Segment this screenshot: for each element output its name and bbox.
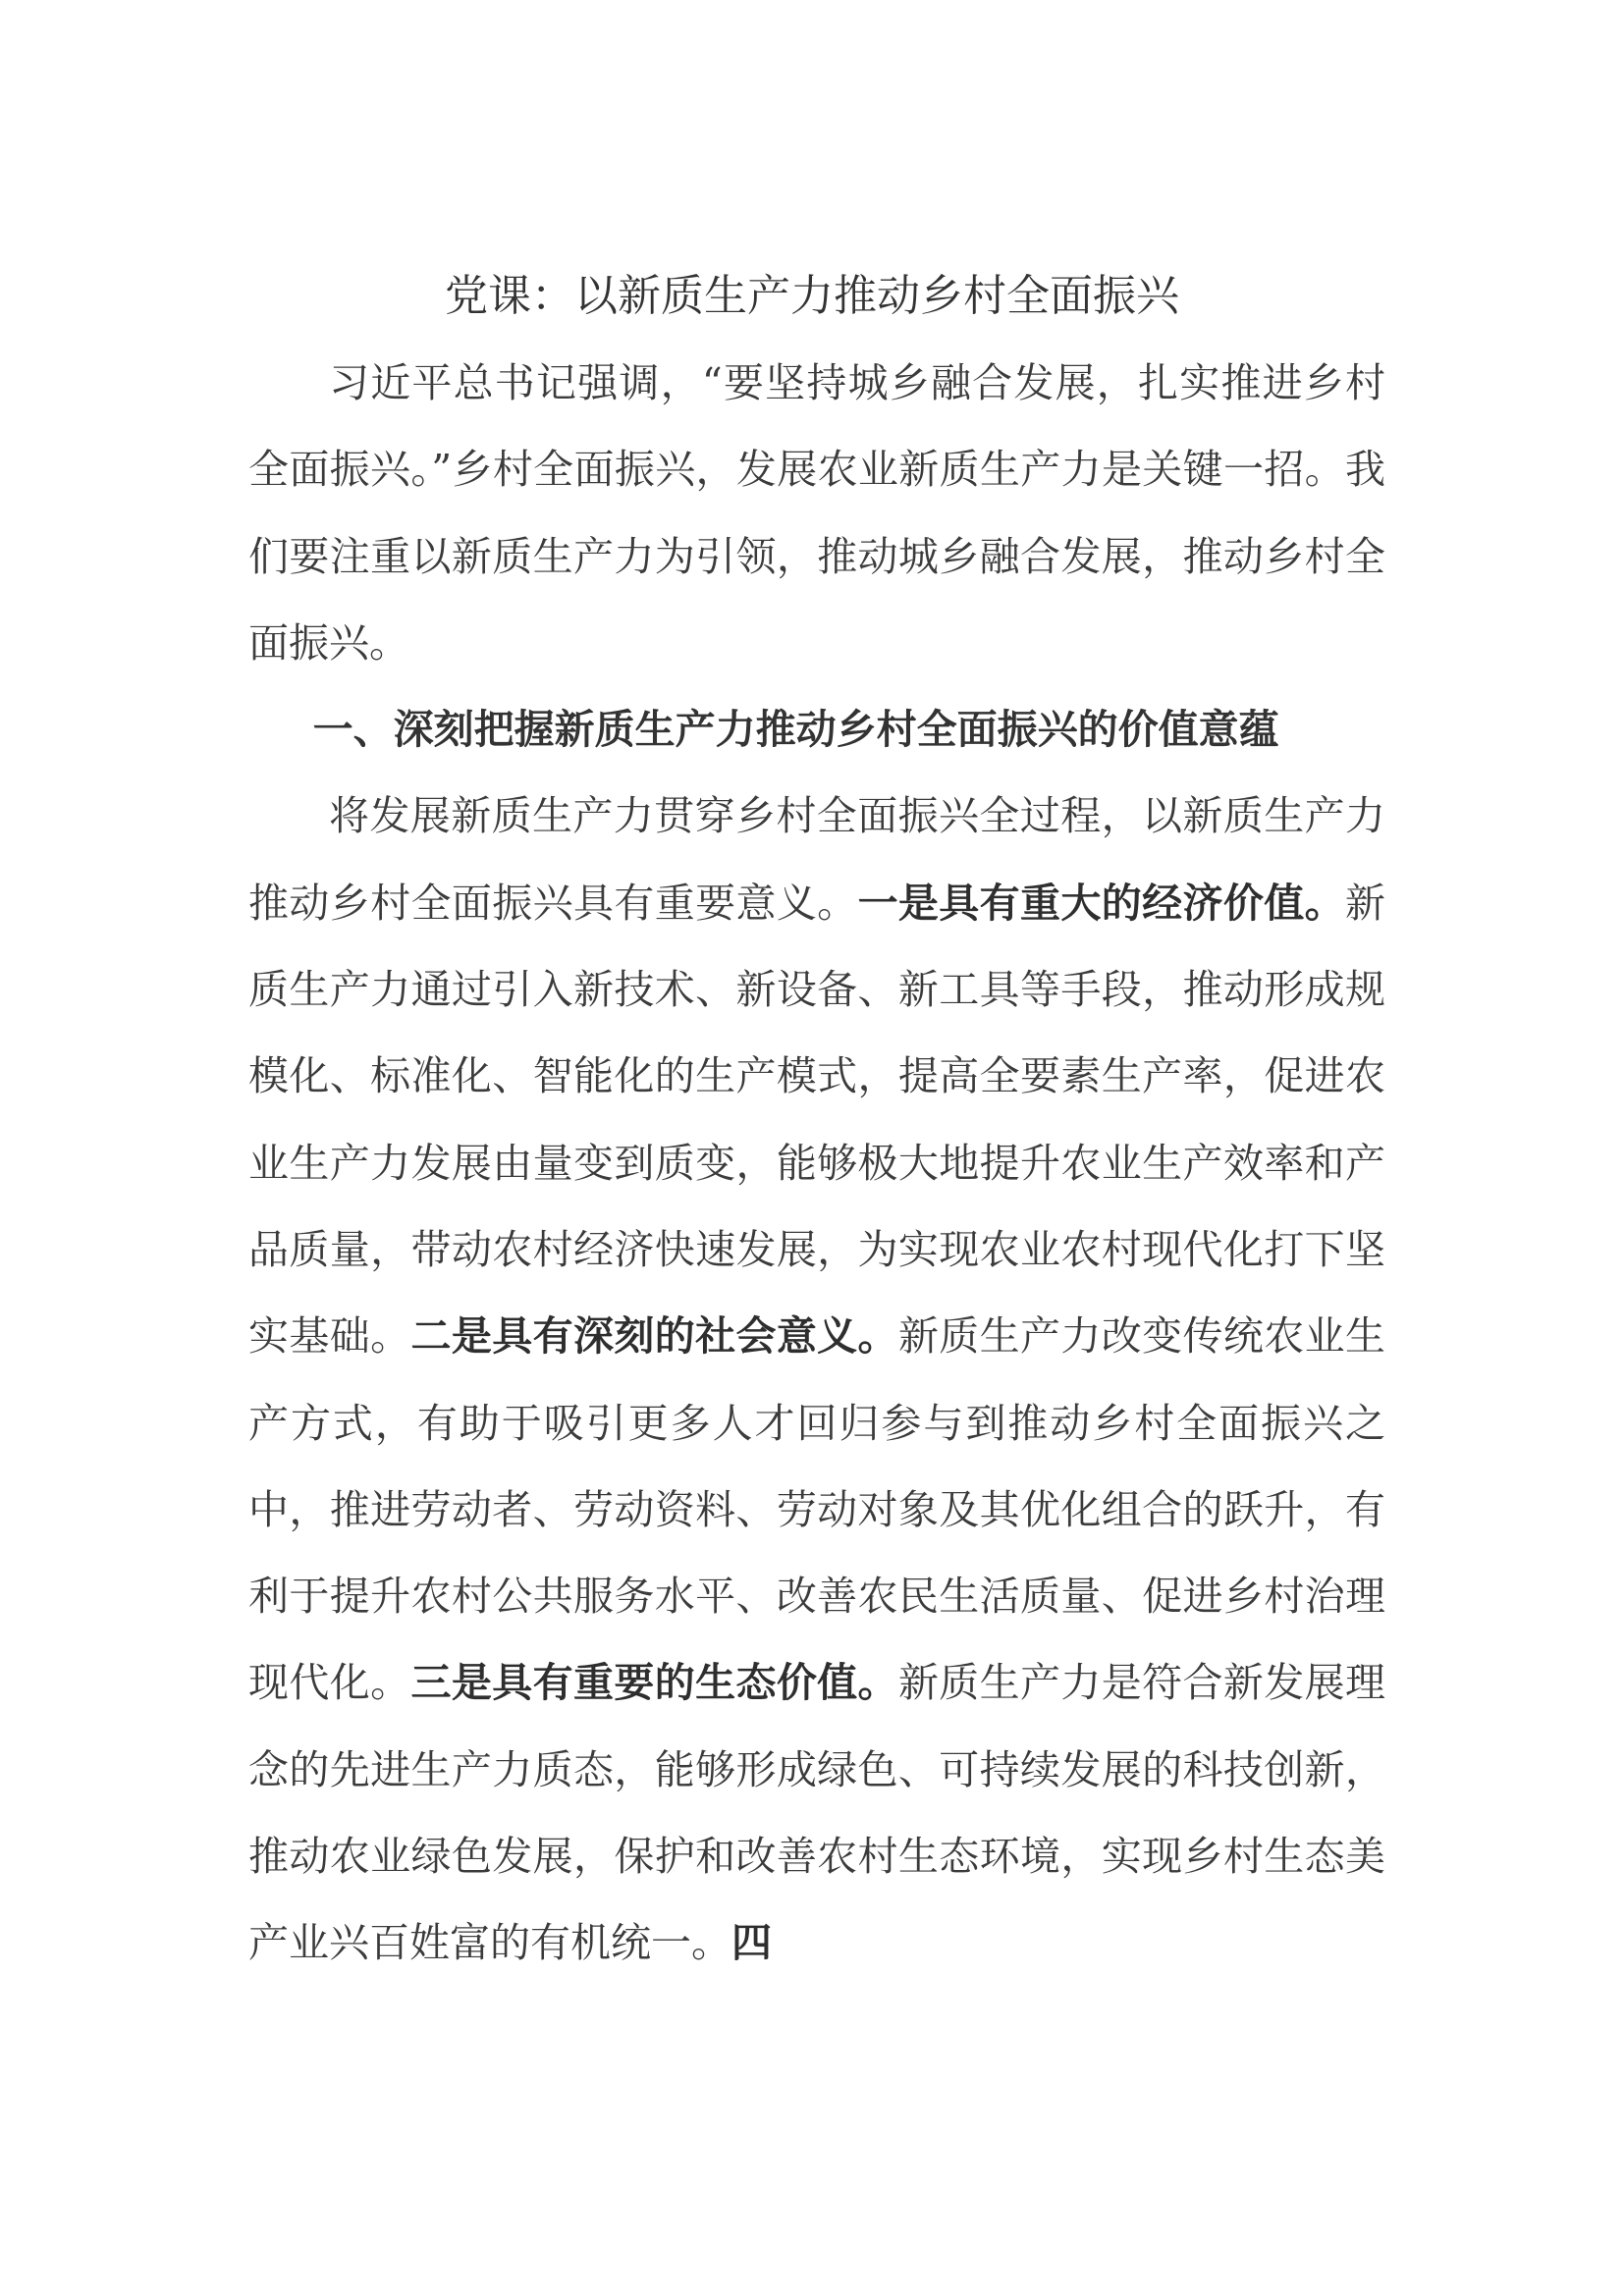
point-3-title: 三是具有重要的生态价值。 — [410, 1659, 898, 1707]
intro-paragraph: 习近平总书记强调，“要坚持城乡融合发展，扎实推进乡村全面振兴。”乡村全面振兴，发展农业新质生产力是关键一招。我们要注重以新质生产力为引领，推动城乡融合发展，推动乡村全面振兴。 — [248, 359, 1385, 667]
point-2-title: 二是具有深刻的社会意义。 — [410, 1312, 898, 1361]
section-paragraph — [248, 773, 1385, 1986]
section-heading: 一、深刻把握新质生产力推动乡村全面振兴的价值意蕴 — [312, 706, 1279, 754]
point-3-text: 新质生产力是符合新发展理念的先进生产力质态，能够形成绿色、可持续发展的科技创新，推动农业绿色发展，保护和改善农村生态环境，实现乡村生态美产业兴百姓富的有机统一。 — [248, 1659, 1386, 1967]
point-1-text: 新质生产力通过引入新技术、新设备、新工具等手段，推动形成规模化、标准化、智能化的生产模式，提高全要素生产率，促进农业生产力发展由量变到质变，能够极大地提升农业生产效率和产品质量，带动农村经济快速发展，为实现农业农村现代化打下坚实基础。 — [248, 879, 1386, 1361]
point-2-text: 新质生产力改变传统农业生产方式，有助于吸引更多人才回归参与到推动乡村全面振兴之中，推进劳动者、劳动资料、劳动对象及其优化组合的跃升，有利于提升农村公共服务水平、改善农民生活质量、促进乡村治理现代化。 — [248, 1312, 1386, 1707]
document-body — [248, 340, 1385, 1987]
point-1-title: 一是具有重大的经济价值。 — [857, 879, 1346, 927]
document-title: 党课：以新质生产力推动乡村全面振兴 — [445, 271, 1179, 321]
section-lead: 将发展新质生产力贯穿乡村全面振兴全过程，以新质生产力推动乡村全面振兴具有重要意义。 — [248, 792, 1385, 927]
point-4-start: 四 — [731, 1919, 772, 1967]
